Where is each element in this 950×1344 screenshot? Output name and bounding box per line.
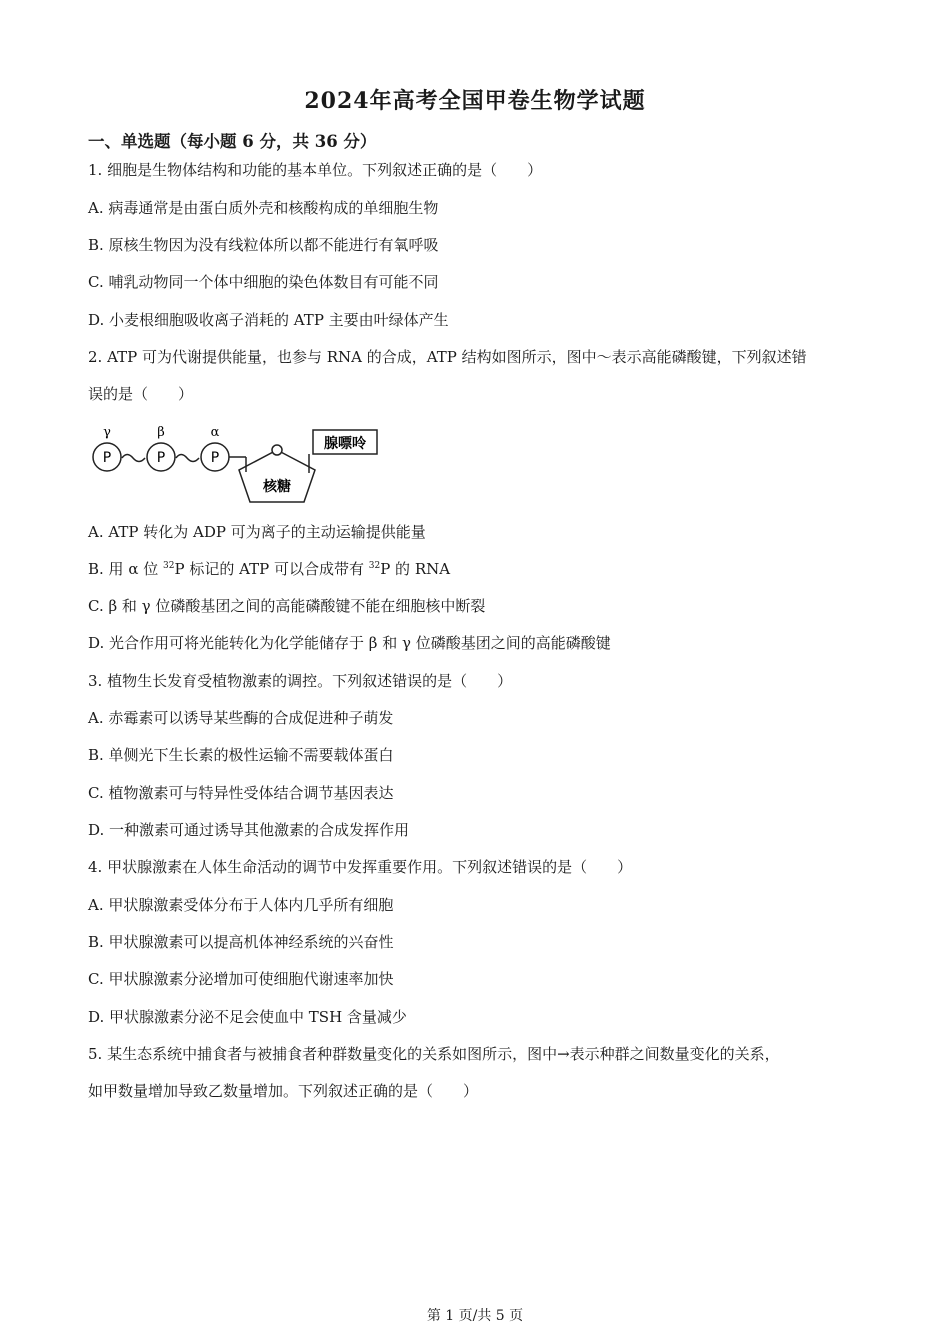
q2-option-b-pre: B. 用 α 位 xyxy=(88,560,163,578)
high-energy-bond-2 xyxy=(176,455,199,462)
q2-option-d: D. 光合作用可将光能转化为化学能储存于 β 和 γ 位磷酸基团之间的高能磷酸键 xyxy=(88,634,611,652)
q5-stem-line2: 如甲数量增加导致乙数量增加。下列叙述正确的是（ ） xyxy=(88,1082,479,1100)
q2-option-a: A. ATP 转化为 ADP 可为离子的主动运输提供能量 xyxy=(88,523,426,541)
q4-option-a: A. 甲状腺激素受体分布于人体内几乎所有细胞 xyxy=(88,896,394,914)
q1-stem: 1. 细胞是生物体结构和功能的基本单位。下列叙述正确的是（ ） xyxy=(88,161,543,179)
q3-option-d: D. 一种激素可通过诱导其他激素的合成发挥作用 xyxy=(88,821,410,839)
alpha-label: α xyxy=(210,425,220,440)
q4-option-d: D. 甲状腺激素分泌不足会使血中 TSH 含量减少 xyxy=(88,1008,407,1026)
q2-option-b-post: P 的 RNA xyxy=(380,560,451,578)
phosphate-beta-text: P xyxy=(156,450,166,466)
q2-option-c: C. β 和 γ 位磷酸基团之间的高能磷酸键不能在细胞核中断裂 xyxy=(88,597,486,615)
q2-stem-line2: 误的是（ ） xyxy=(88,385,194,403)
q1-option-b: B. 原核生物因为没有线粒体所以都不能进行有氧呼吸 xyxy=(88,236,439,254)
page-footer: 第 1 页/共 5 页 xyxy=(426,1308,524,1324)
beta-label: β xyxy=(157,425,165,440)
adenine-label: 腺嘌呤 xyxy=(324,436,366,452)
q4-option-c: C. 甲状腺激素分泌增加可使细胞代谢速率加快 xyxy=(88,970,394,988)
q3-option-b: B. 单侧光下生长素的极性运输不需要载体蛋白 xyxy=(88,746,394,764)
q3-stem: 3. 植物生长发育受植物激素的调控。下列叙述错误的是（ ） xyxy=(88,672,513,690)
atp-structure-figure xyxy=(88,420,388,514)
atp-diagram xyxy=(88,420,388,510)
high-energy-bond-1 xyxy=(122,455,145,462)
q2-option-b xyxy=(88,559,450,579)
q4-option-b: B. 甲状腺激素可以提高机体神经系统的兴奋性 xyxy=(88,933,394,951)
phosphate-gamma-text: P xyxy=(102,450,112,466)
isotope-mass-1: 32 xyxy=(163,561,175,571)
q4-stem: 4. 甲状腺激素在人体生命活动的调节中发挥重要作用。下列叙述错误的是（ ） xyxy=(88,858,633,876)
ring-oxygen xyxy=(272,445,282,455)
q3-option-a: A. 赤霉素可以诱导某些酶的合成促进种子萌发 xyxy=(88,709,394,727)
q2-stem-line1: 2. ATP 可为代谢提供能量，也参与 RNA 的合成，ATP 结构如图所示，图中～表示高能磷酸键，下列叙述错 xyxy=(88,348,807,366)
gamma-label: γ xyxy=(103,425,111,440)
phosphate-alpha-text: P xyxy=(210,450,220,466)
q5-stem-line1: 5. 某生态系统中捕食者与被捕食者种群数量变化的关系如图所示，图中→表示种群之间数量变化的关系， xyxy=(88,1045,780,1063)
q3-option-c: C. 植物激素可与特异性受体结合调节基因表达 xyxy=(88,784,394,802)
page-title: 2024年高考全国甲卷生物学试题 xyxy=(304,88,646,114)
q1-option-d: D. 小麦根细胞吸收离子消耗的 ATP 主要由叶绿体产生 xyxy=(88,311,449,329)
ribose-label: 核糖 xyxy=(263,479,291,495)
q1-option-c: C. 哺乳动物同一个体中细胞的染色体数目有可能不同 xyxy=(88,273,439,291)
q1-option-a: A. 病毒通常是由蛋白质外壳和核酸构成的单细胞生物 xyxy=(88,199,439,217)
section-title: 一、单选题（每小题 6 分，共 36 分） xyxy=(88,132,377,151)
q2-option-b-mid: P 标记的 ATP 可以合成带有 xyxy=(174,560,369,578)
isotope-mass-2: 32 xyxy=(368,561,381,571)
